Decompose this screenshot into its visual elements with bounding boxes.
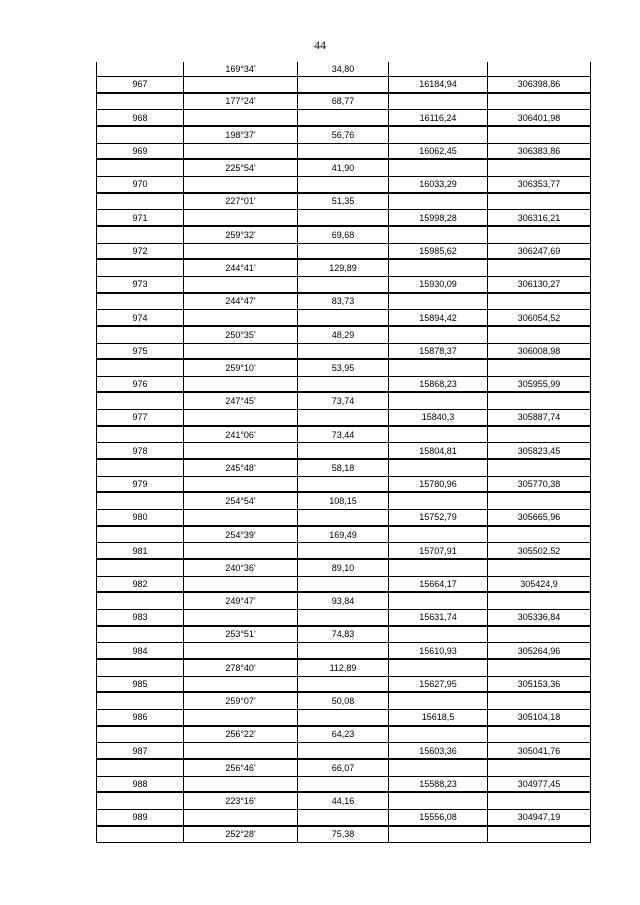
table-row bbox=[96, 277, 591, 294]
point-number-cell bbox=[96, 260, 183, 276]
distance-cell bbox=[297, 710, 388, 725]
point-number-cell bbox=[96, 360, 183, 376]
x-coordinate-cell bbox=[388, 94, 487, 110]
point-number-cell: 975 bbox=[96, 344, 183, 359]
table-row bbox=[96, 827, 591, 844]
direction-angle-cell: 250°35' bbox=[183, 327, 297, 343]
point-number-cell bbox=[96, 627, 183, 643]
page-number: 44 bbox=[314, 38, 326, 52]
table-row bbox=[96, 260, 591, 277]
direction-angle-cell bbox=[183, 643, 297, 658]
distance-cell bbox=[297, 810, 388, 825]
point-number-cell: 970 bbox=[96, 177, 183, 192]
table-row bbox=[96, 427, 591, 444]
direction-angle-cell: 245°48' bbox=[183, 460, 297, 476]
table-row bbox=[96, 110, 591, 127]
x-coordinate-cell: 15998,28 bbox=[388, 210, 487, 225]
x-coordinate-cell: 15556,08 bbox=[388, 810, 487, 825]
table-row bbox=[96, 627, 591, 644]
x-coordinate-cell bbox=[388, 427, 487, 443]
distance-cell bbox=[297, 510, 388, 525]
point-number-cell: 969 bbox=[96, 144, 183, 159]
distance-cell: 66,07 bbox=[297, 760, 388, 776]
table-row bbox=[96, 527, 591, 544]
table-row bbox=[96, 460, 591, 477]
direction-angle-cell: 240°36' bbox=[183, 560, 297, 576]
table-row bbox=[96, 743, 591, 760]
distance-cell bbox=[297, 210, 388, 225]
table-row bbox=[96, 227, 591, 244]
table-row bbox=[96, 294, 591, 311]
y-coordinate-cell: 305955,99 bbox=[487, 377, 591, 392]
table-row bbox=[96, 693, 591, 710]
x-coordinate-cell: 15631,74 bbox=[388, 610, 487, 625]
y-coordinate-cell bbox=[487, 460, 591, 476]
table-row bbox=[96, 344, 591, 361]
y-coordinate-cell bbox=[487, 760, 591, 776]
direction-angle-cell bbox=[183, 377, 297, 392]
distance-cell: 51,35 bbox=[297, 194, 388, 210]
y-coordinate-cell: 305770,38 bbox=[487, 477, 591, 492]
y-coordinate-cell bbox=[487, 560, 591, 576]
table-row bbox=[96, 510, 591, 527]
y-coordinate-cell bbox=[487, 427, 591, 443]
x-coordinate-cell bbox=[388, 460, 487, 476]
y-coordinate-cell: 305823,45 bbox=[487, 443, 591, 458]
x-coordinate-cell bbox=[388, 62, 487, 76]
direction-angle-cell: 244°41' bbox=[183, 260, 297, 276]
y-coordinate-cell bbox=[487, 127, 591, 143]
x-coordinate-cell bbox=[388, 560, 487, 576]
y-coordinate-cell: 306353,77 bbox=[487, 177, 591, 192]
distance-cell bbox=[297, 610, 388, 625]
table-row bbox=[96, 793, 591, 810]
y-coordinate-cell bbox=[487, 360, 591, 376]
y-coordinate-cell: 304977,45 bbox=[487, 777, 591, 792]
table-row bbox=[96, 710, 591, 727]
y-coordinate-cell: 306008,98 bbox=[487, 344, 591, 359]
y-coordinate-cell bbox=[487, 627, 591, 643]
y-coordinate-cell bbox=[487, 727, 591, 743]
table-row bbox=[96, 177, 591, 194]
y-coordinate-cell: 306316,21 bbox=[487, 210, 591, 225]
distance-cell bbox=[297, 677, 388, 692]
direction-angle-cell bbox=[183, 310, 297, 325]
distance-cell: 74,83 bbox=[297, 627, 388, 643]
y-coordinate-cell: 304947,19 bbox=[487, 810, 591, 825]
y-coordinate-cell: 305502,52 bbox=[487, 543, 591, 558]
y-coordinate-cell: 305887,74 bbox=[487, 410, 591, 425]
x-coordinate-cell: 15985,62 bbox=[388, 244, 487, 259]
x-coordinate-cell: 15930,09 bbox=[388, 277, 487, 292]
x-coordinate-cell bbox=[388, 227, 487, 243]
y-coordinate-cell bbox=[487, 227, 591, 243]
direction-angle-cell: 253°51' bbox=[183, 627, 297, 643]
direction-angle-cell: 227°01' bbox=[183, 194, 297, 210]
point-number-cell: 967 bbox=[96, 77, 183, 92]
direction-angle-cell: 259°07' bbox=[183, 693, 297, 709]
direction-angle-cell bbox=[183, 77, 297, 92]
y-coordinate-cell: 305424,9 bbox=[487, 577, 591, 592]
table-row bbox=[96, 244, 591, 261]
x-coordinate-cell: 15894,42 bbox=[388, 310, 487, 325]
point-number-cell bbox=[96, 94, 183, 110]
distance-cell bbox=[297, 110, 388, 125]
point-number-cell bbox=[96, 560, 183, 576]
point-number-cell bbox=[96, 294, 183, 310]
table-row bbox=[96, 77, 591, 94]
x-coordinate-cell: 15840,3 bbox=[388, 410, 487, 425]
point-number-cell bbox=[96, 427, 183, 443]
distance-cell bbox=[297, 743, 388, 758]
x-coordinate-cell: 15610,93 bbox=[388, 643, 487, 658]
x-coordinate-cell: 15618,5 bbox=[388, 710, 487, 725]
distance-cell: 129,89 bbox=[297, 260, 388, 276]
distance-cell bbox=[297, 310, 388, 325]
distance-cell: 89,10 bbox=[297, 560, 388, 576]
point-number-cell: 977 bbox=[96, 410, 183, 425]
table-row bbox=[96, 327, 591, 344]
point-number-cell bbox=[96, 227, 183, 243]
point-number-cell: 976 bbox=[96, 377, 183, 392]
y-coordinate-cell bbox=[487, 493, 591, 509]
direction-angle-cell bbox=[183, 677, 297, 692]
direction-angle-cell bbox=[183, 177, 297, 192]
table-row bbox=[96, 577, 591, 594]
x-coordinate-cell bbox=[388, 793, 487, 809]
point-number-cell bbox=[96, 660, 183, 676]
x-coordinate-cell bbox=[388, 294, 487, 310]
direction-angle-cell bbox=[183, 244, 297, 259]
direction-angle-cell: 259°10' bbox=[183, 360, 297, 376]
point-number-cell bbox=[96, 827, 183, 843]
point-number-cell: 980 bbox=[96, 510, 183, 525]
table-row bbox=[96, 493, 591, 510]
point-number-cell: 988 bbox=[96, 777, 183, 792]
direction-angle-cell bbox=[183, 277, 297, 292]
x-coordinate-cell bbox=[388, 393, 487, 409]
y-coordinate-cell bbox=[487, 827, 591, 843]
x-coordinate-cell: 15664,17 bbox=[388, 577, 487, 592]
distance-cell bbox=[297, 410, 388, 425]
distance-cell bbox=[297, 643, 388, 658]
table-row bbox=[96, 127, 591, 144]
point-number-cell: 981 bbox=[96, 543, 183, 558]
direction-angle-cell bbox=[183, 477, 297, 492]
distance-cell bbox=[297, 777, 388, 792]
table-row bbox=[96, 310, 591, 327]
y-coordinate-cell bbox=[487, 693, 591, 709]
point-number-cell bbox=[96, 493, 183, 509]
y-coordinate-cell: 306401,98 bbox=[487, 110, 591, 125]
point-number-cell bbox=[96, 527, 183, 543]
table-row bbox=[96, 410, 591, 427]
table-row bbox=[96, 677, 591, 694]
point-number-cell: 974 bbox=[96, 310, 183, 325]
y-coordinate-cell: 306247,69 bbox=[487, 244, 591, 259]
table-row bbox=[96, 810, 591, 827]
direction-angle-cell: 198°37' bbox=[183, 127, 297, 143]
table-row bbox=[96, 62, 591, 77]
direction-angle-cell bbox=[183, 110, 297, 125]
point-number-cell: 985 bbox=[96, 677, 183, 692]
y-coordinate-cell: 305041,76 bbox=[487, 743, 591, 758]
x-coordinate-cell: 15878,37 bbox=[388, 344, 487, 359]
distance-cell: 48,29 bbox=[297, 327, 388, 343]
table-row bbox=[96, 760, 591, 777]
direction-angle-cell bbox=[183, 510, 297, 525]
x-coordinate-cell bbox=[388, 827, 487, 843]
y-coordinate-cell bbox=[487, 94, 591, 110]
y-coordinate-cell: 305104,18 bbox=[487, 710, 591, 725]
point-number-cell: 979 bbox=[96, 477, 183, 492]
distance-cell: 34,80 bbox=[297, 62, 388, 76]
x-coordinate-cell: 15707,91 bbox=[388, 543, 487, 558]
distance-cell: 56,76 bbox=[297, 127, 388, 143]
y-coordinate-cell: 306130,27 bbox=[487, 277, 591, 292]
y-coordinate-cell: 305665,96 bbox=[487, 510, 591, 525]
distance-cell bbox=[297, 543, 388, 558]
direction-angle-cell bbox=[183, 443, 297, 458]
x-coordinate-cell: 15588,23 bbox=[388, 777, 487, 792]
x-coordinate-cell: 15627,95 bbox=[388, 677, 487, 692]
direction-angle-cell bbox=[183, 144, 297, 159]
table-row bbox=[96, 643, 591, 660]
direction-angle-cell bbox=[183, 577, 297, 592]
point-number-cell bbox=[96, 194, 183, 210]
x-coordinate-cell: 16184,94 bbox=[388, 77, 487, 92]
direction-angle-cell: 252°28' bbox=[183, 827, 297, 843]
direction-angle-cell bbox=[183, 543, 297, 558]
point-number-cell: 973 bbox=[96, 277, 183, 292]
distance-cell: 73,74 bbox=[297, 393, 388, 409]
table-row bbox=[96, 560, 591, 577]
y-coordinate-cell bbox=[487, 660, 591, 676]
point-number-cell bbox=[96, 593, 183, 609]
direction-angle-cell: 241°06' bbox=[183, 427, 297, 443]
direction-angle-cell: 244°47' bbox=[183, 294, 297, 310]
point-number-cell bbox=[96, 327, 183, 343]
point-number-cell bbox=[96, 727, 183, 743]
distance-cell: 50,08 bbox=[297, 693, 388, 709]
distance-cell: 83,73 bbox=[297, 294, 388, 310]
distance-cell: 53,95 bbox=[297, 360, 388, 376]
point-number-cell: 982 bbox=[96, 577, 183, 592]
direction-angle-cell bbox=[183, 810, 297, 825]
direction-angle-cell: 223°16' bbox=[183, 793, 297, 809]
table-row bbox=[96, 393, 591, 410]
table-row bbox=[96, 210, 591, 227]
distance-cell: 69,68 bbox=[297, 227, 388, 243]
direction-angle-cell: 278°40' bbox=[183, 660, 297, 676]
distance-cell bbox=[297, 277, 388, 292]
distance-cell: 169,49 bbox=[297, 527, 388, 543]
table-row bbox=[96, 777, 591, 794]
point-number-cell bbox=[96, 127, 183, 143]
direction-angle-cell bbox=[183, 210, 297, 225]
x-coordinate-cell bbox=[388, 160, 487, 176]
direction-angle-cell: 254°54' bbox=[183, 493, 297, 509]
distance-cell: 58,18 bbox=[297, 460, 388, 476]
direction-angle-cell: 247°45' bbox=[183, 393, 297, 409]
x-coordinate-cell: 15868,23 bbox=[388, 377, 487, 392]
table-row bbox=[96, 160, 591, 177]
distance-cell bbox=[297, 177, 388, 192]
y-coordinate-cell bbox=[487, 793, 591, 809]
x-coordinate-cell bbox=[388, 727, 487, 743]
point-number-cell bbox=[96, 393, 183, 409]
distance-cell bbox=[297, 77, 388, 92]
distance-cell: 75,38 bbox=[297, 827, 388, 843]
x-coordinate-cell bbox=[388, 760, 487, 776]
distance-cell bbox=[297, 443, 388, 458]
y-coordinate-cell bbox=[487, 160, 591, 176]
point-number-cell bbox=[96, 160, 183, 176]
distance-cell: 93,84 bbox=[297, 593, 388, 609]
x-coordinate-cell bbox=[388, 627, 487, 643]
point-number-cell: 972 bbox=[96, 244, 183, 259]
direction-angle-cell: 177°24' bbox=[183, 94, 297, 110]
distance-cell bbox=[297, 244, 388, 259]
x-coordinate-cell: 15780,96 bbox=[388, 477, 487, 492]
point-number-cell bbox=[96, 62, 183, 76]
x-coordinate-cell bbox=[388, 593, 487, 609]
table-row bbox=[96, 610, 591, 627]
x-coordinate-cell: 15603,36 bbox=[388, 743, 487, 758]
x-coordinate-cell: 15752,79 bbox=[388, 510, 487, 525]
y-coordinate-cell bbox=[487, 393, 591, 409]
table-row bbox=[96, 660, 591, 677]
y-coordinate-cell bbox=[487, 260, 591, 276]
point-number-cell: 987 bbox=[96, 743, 183, 758]
x-coordinate-cell: 16033,29 bbox=[388, 177, 487, 192]
y-coordinate-cell: 306054,52 bbox=[487, 310, 591, 325]
table-row bbox=[96, 443, 591, 460]
y-coordinate-cell: 306383,86 bbox=[487, 144, 591, 159]
y-coordinate-cell bbox=[487, 294, 591, 310]
table-row bbox=[96, 377, 591, 394]
point-number-cell: 971 bbox=[96, 210, 183, 225]
table-row bbox=[96, 727, 591, 744]
y-coordinate-cell: 305153,36 bbox=[487, 677, 591, 692]
table-row bbox=[96, 194, 591, 211]
distance-cell bbox=[297, 377, 388, 392]
distance-cell: 41,90 bbox=[297, 160, 388, 176]
direction-angle-cell: 169°34' bbox=[183, 62, 297, 76]
table-row bbox=[96, 543, 591, 560]
y-coordinate-cell bbox=[487, 593, 591, 609]
x-coordinate-cell bbox=[388, 360, 487, 376]
x-coordinate-cell bbox=[388, 660, 487, 676]
direction-angle-cell bbox=[183, 710, 297, 725]
distance-cell: 44,16 bbox=[297, 793, 388, 809]
x-coordinate-cell: 16116,24 bbox=[388, 110, 487, 125]
distance-cell bbox=[297, 344, 388, 359]
distance-cell: 73,44 bbox=[297, 427, 388, 443]
point-number-cell: 984 bbox=[96, 643, 183, 658]
table-row bbox=[96, 144, 591, 161]
distance-cell: 112,89 bbox=[297, 660, 388, 676]
x-coordinate-cell: 16062,45 bbox=[388, 144, 487, 159]
direction-angle-cell: 225°54' bbox=[183, 160, 297, 176]
point-number-cell: 983 bbox=[96, 610, 183, 625]
table-row bbox=[96, 94, 591, 111]
table-row bbox=[96, 360, 591, 377]
y-coordinate-cell bbox=[487, 327, 591, 343]
y-coordinate-cell: 306398,86 bbox=[487, 77, 591, 92]
direction-angle-cell bbox=[183, 777, 297, 792]
distance-cell: 108,15 bbox=[297, 493, 388, 509]
coordinates-table bbox=[96, 62, 591, 843]
direction-angle-cell: 254°39' bbox=[183, 527, 297, 543]
table-row bbox=[96, 477, 591, 494]
direction-angle-cell bbox=[183, 610, 297, 625]
direction-angle-cell: 256°22' bbox=[183, 727, 297, 743]
distance-cell bbox=[297, 477, 388, 492]
distance-cell bbox=[297, 577, 388, 592]
direction-angle-cell bbox=[183, 743, 297, 758]
y-coordinate-cell bbox=[487, 194, 591, 210]
y-coordinate-cell: 305336,84 bbox=[487, 610, 591, 625]
direction-angle-cell: 259°32' bbox=[183, 227, 297, 243]
point-number-cell bbox=[96, 760, 183, 776]
direction-angle-cell: 256°46' bbox=[183, 760, 297, 776]
x-coordinate-cell: 15804,81 bbox=[388, 443, 487, 458]
x-coordinate-cell bbox=[388, 127, 487, 143]
direction-angle-cell bbox=[183, 344, 297, 359]
point-number-cell: 986 bbox=[96, 710, 183, 725]
point-number-cell: 968 bbox=[96, 110, 183, 125]
x-coordinate-cell bbox=[388, 493, 487, 509]
distance-cell: 64,23 bbox=[297, 727, 388, 743]
x-coordinate-cell bbox=[388, 527, 487, 543]
y-coordinate-cell bbox=[487, 62, 591, 76]
x-coordinate-cell bbox=[388, 327, 487, 343]
direction-angle-cell bbox=[183, 410, 297, 425]
x-coordinate-cell bbox=[388, 260, 487, 276]
point-number-cell bbox=[96, 460, 183, 476]
point-number-cell bbox=[96, 793, 183, 809]
table-row bbox=[96, 593, 591, 610]
direction-angle-cell: 249°47' bbox=[183, 593, 297, 609]
point-number-cell: 989 bbox=[96, 810, 183, 825]
point-number-cell bbox=[96, 693, 183, 709]
x-coordinate-cell bbox=[388, 693, 487, 709]
distance-cell bbox=[297, 144, 388, 159]
x-coordinate-cell bbox=[388, 194, 487, 210]
point-number-cell: 978 bbox=[96, 443, 183, 458]
distance-cell: 68,77 bbox=[297, 94, 388, 110]
y-coordinate-cell bbox=[487, 527, 591, 543]
y-coordinate-cell: 305264,96 bbox=[487, 643, 591, 658]
